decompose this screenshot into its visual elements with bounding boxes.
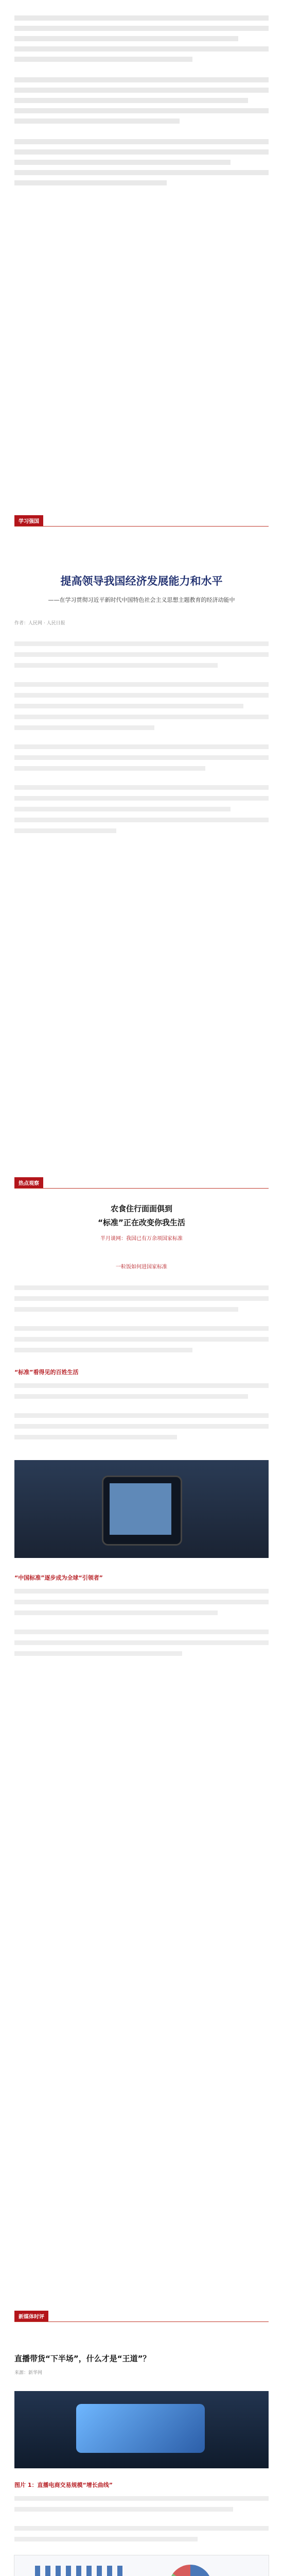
article-3-figure-1-caption: 图片 1：直播电商交易规模“增长曲线”	[14, 2482, 113, 2488]
article-3-photo-1	[14, 2391, 269, 2468]
article-3	[0, 2311, 283, 2576]
article-1-title: 提高领导我国经济发展能力和水平	[60, 575, 223, 587]
article-2-body-2	[14, 1383, 269, 1439]
article-1	[0, 515, 283, 839]
pie-icon	[169, 2565, 212, 2576]
intro-body	[0, 10, 283, 191]
article-3-chart-figure	[14, 2555, 269, 2576]
article-2-section-title: 一粒饭如何进国家标准	[116, 1264, 167, 1270]
article-2-source: 半月谈网：我国已有万余项国家标准	[100, 1236, 183, 1242]
article-1-subtitle: ——在学习贯彻习近平新时代中国特色社会主义思想主题教育的经济动能中	[48, 597, 235, 603]
article-3-tag: 新媒体时评	[14, 2311, 48, 2321]
article-2-heading-2: “标准”看得见的百姓生活	[14, 1369, 79, 1376]
article-2-title-1: 农食住行面面俱到	[110, 1204, 172, 1213]
article-2-heading-3: “中国标准”逐步成为全球“引领者”	[14, 1574, 103, 1581]
article-3-tag-row	[14, 2311, 269, 2322]
article-3-body-1	[14, 2496, 269, 2541]
article-2-body	[14, 1285, 269, 1352]
article-2-title-2: “标准”正在改变你我生活	[98, 1218, 185, 1227]
article-2	[0, 1177, 283, 1662]
article-2-body-3	[14, 1589, 269, 1656]
article-1-tag-row	[14, 515, 269, 527]
article-1-body	[14, 641, 269, 833]
article-2-tag-row	[14, 1177, 269, 1189]
article-2-tag: 热点观察	[14, 1177, 43, 1188]
article-1-byline: 作者：人民网 · 人民日报	[14, 621, 65, 626]
article-2-photo	[14, 1460, 269, 1558]
article-1-tag: 学习强国	[14, 515, 43, 526]
article-3-title: 直播带货“下半场”，什么才是“王道”？	[14, 2354, 151, 2363]
article-3-byline: 来源：新华网	[14, 2370, 43, 2376]
